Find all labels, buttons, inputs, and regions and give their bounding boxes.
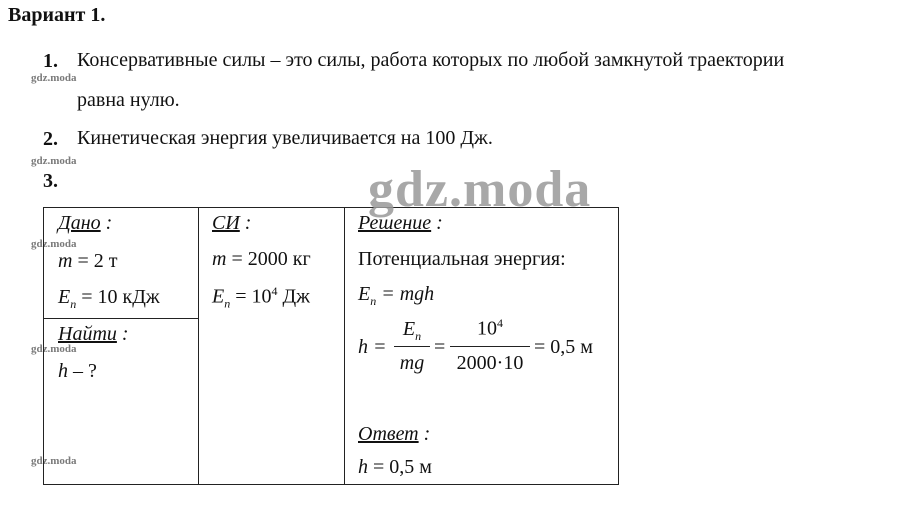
item-2-number: 2. bbox=[43, 128, 58, 150]
si-title: СИ : bbox=[212, 212, 252, 234]
watermark-small: gdz.moda bbox=[31, 238, 77, 250]
watermark-small: gdz.moda bbox=[31, 455, 77, 467]
item-1-text-continued: равна нулю. bbox=[77, 89, 180, 111]
answer-title: Ответ : bbox=[358, 423, 431, 445]
given-energy: $E_п = 10$ кДж bbox=[58, 286, 160, 311]
given-title: Дано : bbox=[58, 212, 113, 234]
watermark-large: gdz.moda bbox=[368, 161, 592, 218]
formula-h-lhs: h = bbox=[358, 336, 387, 358]
given-mass: m = 2 т bbox=[58, 250, 118, 272]
si-mass: m = 2000 кг bbox=[212, 248, 311, 270]
fraction-1-bar bbox=[394, 346, 430, 347]
answer-value: h = 0,5 м bbox=[358, 456, 432, 478]
solution-title: Решение : bbox=[358, 212, 443, 234]
fraction-2-numerator: $10^4$ bbox=[477, 316, 503, 340]
fraction-2-denominator: 2000·10 bbox=[456, 352, 524, 374]
fraction-1-denominator: mg bbox=[399, 352, 425, 374]
solution-text: Потенциальная энергия: bbox=[358, 248, 566, 270]
formula-result: = 0,5 м bbox=[534, 336, 593, 358]
table-divider bbox=[344, 207, 345, 484]
watermark-small: gdz.moda bbox=[31, 72, 77, 84]
page-heading: Вариант 1. bbox=[8, 4, 106, 26]
solution-formula: $E_п$ = mgh bbox=[358, 283, 435, 308]
formula-equals: = bbox=[434, 336, 446, 358]
find-title: Найти : bbox=[58, 323, 129, 345]
item-1-number: 1. bbox=[43, 50, 58, 72]
watermark-small: gdz.moda bbox=[31, 155, 77, 167]
watermark-small: gdz.moda bbox=[31, 343, 77, 355]
table-divider bbox=[43, 318, 198, 319]
table-divider bbox=[198, 207, 199, 484]
fraction-2-bar bbox=[450, 346, 530, 347]
find-height: h – ? bbox=[58, 360, 97, 382]
fraction-1-numerator: $E_п$ bbox=[402, 318, 422, 343]
si-energy: $E_п = 10^4$ Дж bbox=[212, 284, 310, 311]
item-1-text: Консервативные силы – это силы, работа которых по любой замкнутой траектории bbox=[77, 49, 785, 71]
item-3-number: 3. bbox=[43, 170, 58, 192]
item-2-text: Кинетическая энергия увеличивается на 100 Дж. bbox=[77, 127, 493, 149]
